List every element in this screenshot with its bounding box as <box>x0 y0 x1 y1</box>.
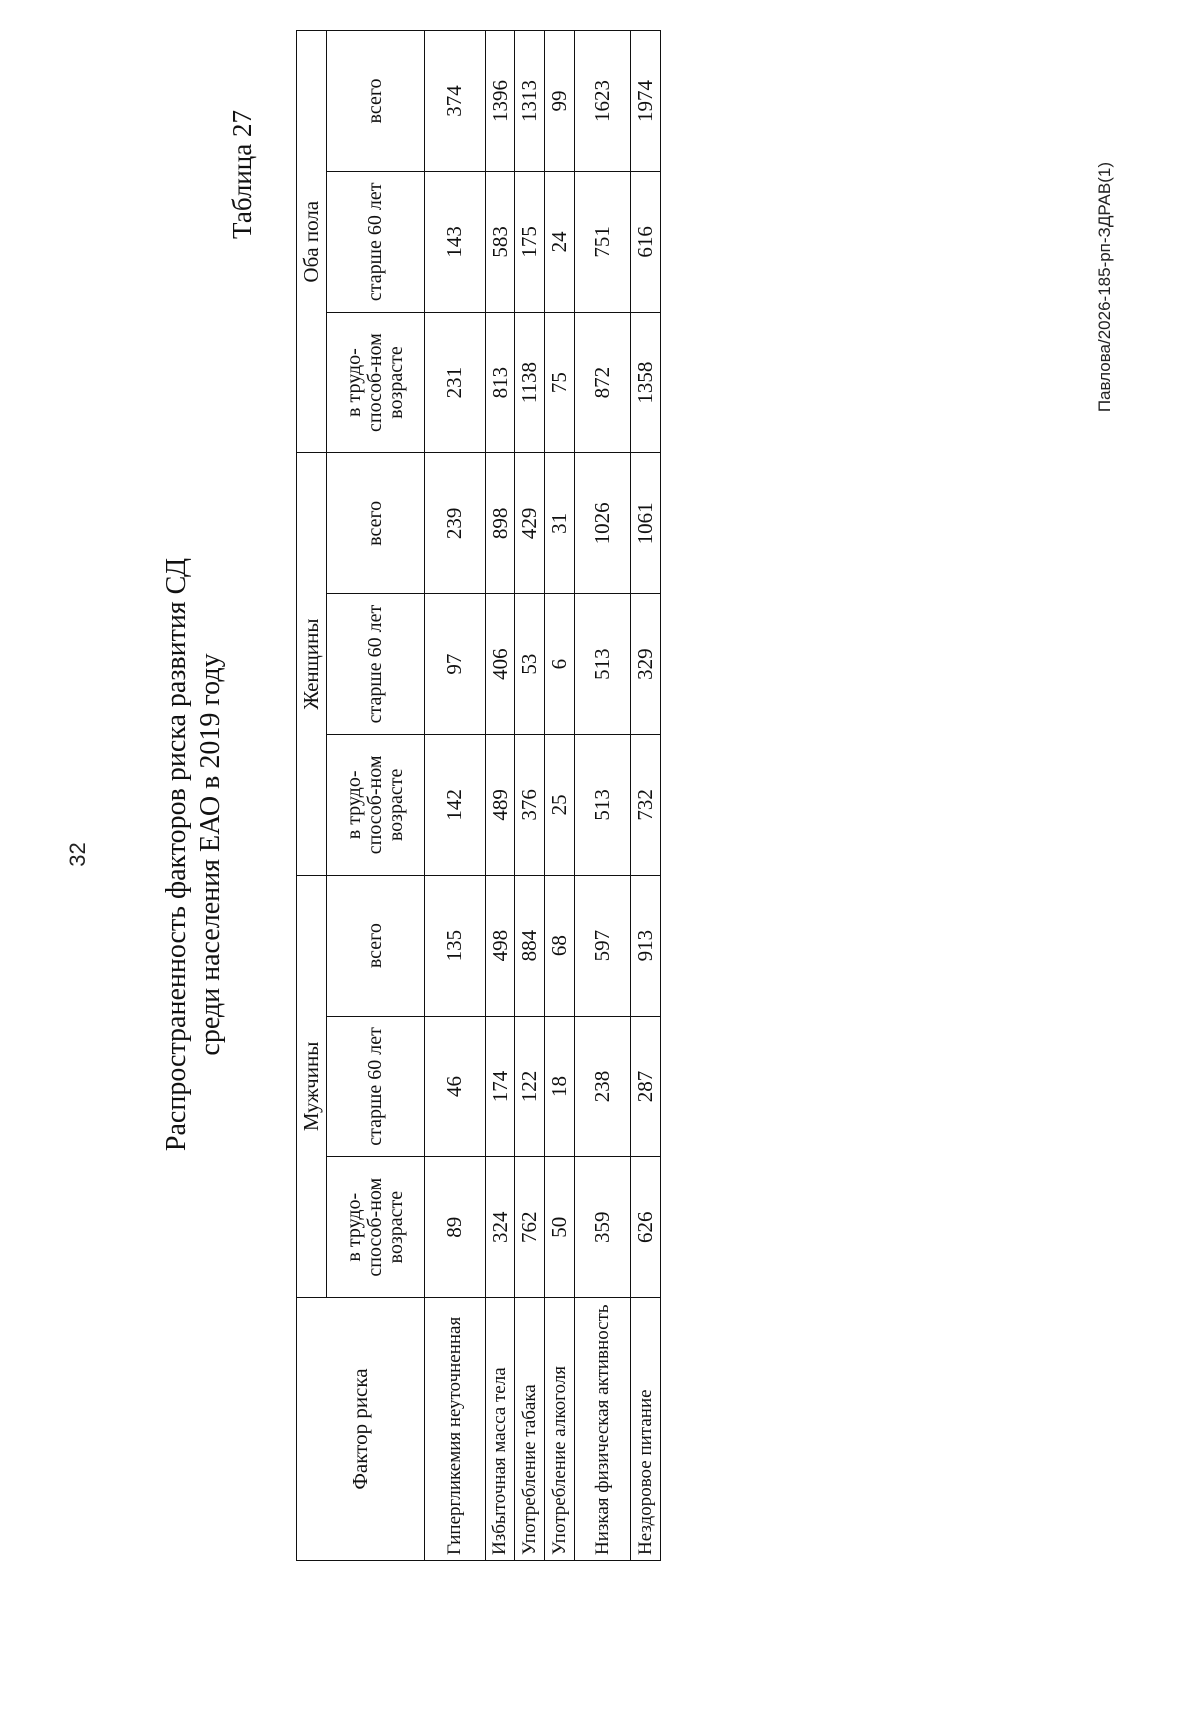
value-cell: 97 <box>425 594 486 735</box>
value-cell: 143 <box>425 171 486 312</box>
value-cell: 498 <box>485 875 515 1016</box>
subheader-over-60: старше 60 лет <box>327 1016 425 1157</box>
value-cell: 1623 <box>574 31 630 172</box>
table-title <box>160 0 228 1709</box>
value-cell: 75 <box>545 312 575 453</box>
group-header-both: Оба пола <box>297 31 327 453</box>
value-cell: 626 <box>631 1157 661 1298</box>
value-cell: 24 <box>545 171 575 312</box>
factor-cell: Гипергликемия неуточненная <box>425 1298 486 1561</box>
value-cell: 762 <box>515 1157 545 1298</box>
table-row <box>631 31 661 1561</box>
value-cell: 324 <box>485 1157 515 1298</box>
table-row <box>425 31 486 1561</box>
value-cell: 1974 <box>631 31 661 172</box>
document-reference-code: Павлова/2026-185-рп-ЗДРАВ(1) <box>1095 162 1114 413</box>
subheader-total: всего <box>327 875 425 1016</box>
value-cell: 239 <box>425 453 486 594</box>
value-cell: 1358 <box>631 312 661 453</box>
value-cell: 122 <box>515 1016 545 1157</box>
value-cell: 231 <box>425 312 486 453</box>
table-row <box>574 31 630 1561</box>
value-cell: 46 <box>425 1016 486 1157</box>
factor-column-header: Фактор риска <box>297 1298 425 1561</box>
value-cell: 89 <box>425 1157 486 1298</box>
title-line-2: среди населения ЕАО в 2019 году <box>195 653 226 1056</box>
page-number: 32 <box>65 842 90 867</box>
subheader-total: всего <box>327 453 425 594</box>
value-cell: 6 <box>545 594 575 735</box>
value-cell: 513 <box>574 594 630 735</box>
value-cell: 329 <box>631 594 661 735</box>
risk-factors-table <box>296 30 661 1561</box>
table-row <box>485 31 515 1561</box>
table-row <box>545 31 575 1561</box>
subheader-working-age: в трудо-способ-ном возрасте <box>327 312 425 453</box>
value-cell: 287 <box>631 1016 661 1157</box>
value-cell: 1061 <box>631 453 661 594</box>
table-label: Таблица 27 <box>227 110 257 239</box>
subheader-working-age: в трудо-способ-ном возрасте <box>327 734 425 875</box>
value-cell: 376 <box>515 734 545 875</box>
value-cell: 1313 <box>515 31 545 172</box>
value-cell: 813 <box>485 312 515 453</box>
value-cell: 25 <box>545 734 575 875</box>
value-cell: 174 <box>485 1016 515 1157</box>
value-cell: 1396 <box>485 31 515 172</box>
value-cell: 99 <box>545 31 575 172</box>
value-cell: 1026 <box>574 453 630 594</box>
subheader-total: всего <box>327 31 425 172</box>
factor-cell: Нездоровое питание <box>631 1298 661 1561</box>
value-cell: 489 <box>485 734 515 875</box>
value-cell: 359 <box>574 1157 630 1298</box>
value-cell: 135 <box>425 875 486 1016</box>
value-cell: 898 <box>485 453 515 594</box>
factor-cell: Избыточная масса тела <box>485 1298 515 1561</box>
subheader-over-60: старше 60 лет <box>327 594 425 735</box>
factor-cell: Употребление алкоголя <box>545 1298 575 1561</box>
value-cell: 583 <box>485 171 515 312</box>
value-cell: 18 <box>545 1016 575 1157</box>
value-cell: 374 <box>425 31 486 172</box>
subheader-over-60: старше 60 лет <box>327 171 425 312</box>
value-cell: 884 <box>515 875 545 1016</box>
title-line-1: Распространенность факторов риска развития СД <box>161 557 192 1152</box>
subheader-working-age: в трудо-способ-ном возрасте <box>327 1157 425 1298</box>
value-cell: 513 <box>574 734 630 875</box>
value-cell: 429 <box>515 453 545 594</box>
factor-cell: Низкая физическая активность <box>574 1298 630 1561</box>
value-cell: 913 <box>631 875 661 1016</box>
value-cell: 751 <box>574 171 630 312</box>
value-cell: 53 <box>515 594 545 735</box>
value-cell: 1138 <box>515 312 545 453</box>
value-cell: 406 <box>485 594 515 735</box>
group-header-women: Женщины <box>297 453 327 875</box>
value-cell: 50 <box>545 1157 575 1298</box>
value-cell: 616 <box>631 171 661 312</box>
value-cell: 175 <box>515 171 545 312</box>
value-cell: 597 <box>574 875 630 1016</box>
value-cell: 68 <box>545 875 575 1016</box>
value-cell: 238 <box>574 1016 630 1157</box>
value-cell: 31 <box>545 453 575 594</box>
factor-cell: Употребление табака <box>515 1298 545 1561</box>
value-cell: 732 <box>631 734 661 875</box>
table-body <box>425 31 661 1561</box>
value-cell: 872 <box>574 312 630 453</box>
value-cell: 142 <box>425 734 486 875</box>
group-header-men: Мужчины <box>297 875 327 1297</box>
table-row <box>515 31 545 1561</box>
